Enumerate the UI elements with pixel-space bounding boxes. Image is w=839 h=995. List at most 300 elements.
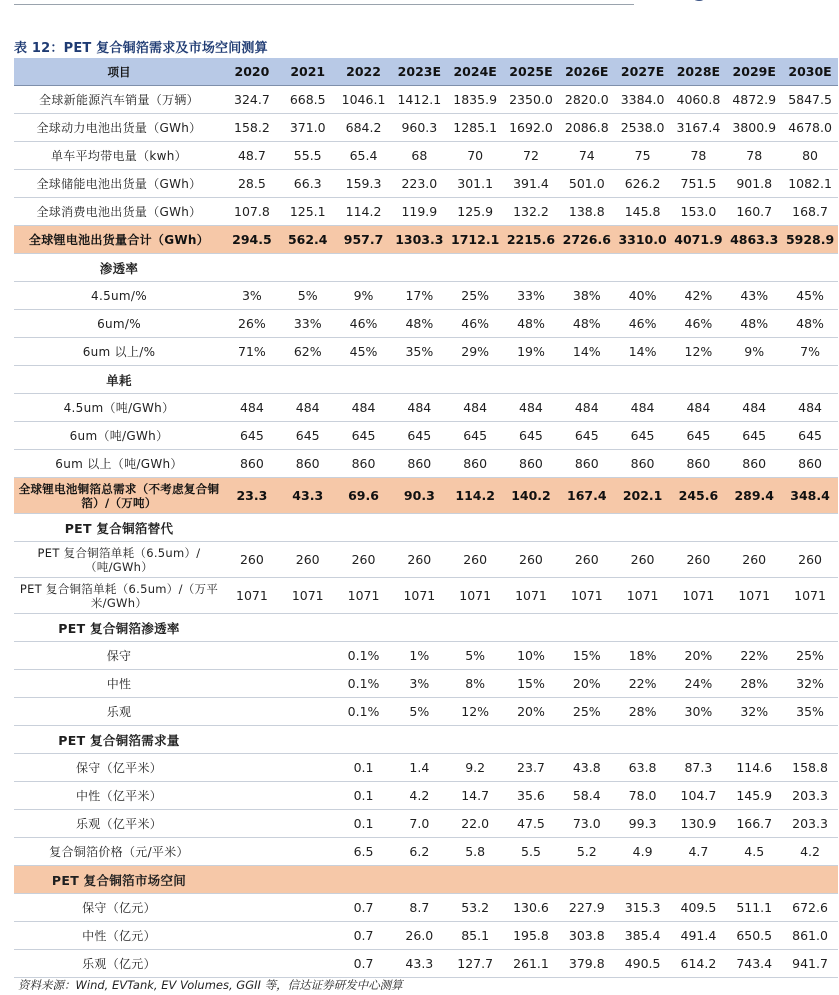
table-cell xyxy=(782,254,838,282)
table-cell: 43.3 xyxy=(391,950,447,978)
table-cell: 484 xyxy=(503,394,559,422)
table-cell: 46% xyxy=(447,310,503,338)
table-cell: 66.3 xyxy=(280,170,336,198)
table-row xyxy=(14,282,838,310)
table-cell: 38% xyxy=(559,282,615,310)
table-cell xyxy=(726,254,782,282)
table-cell: 1303.3 xyxy=(391,226,447,254)
table-cell: 4872.9 xyxy=(726,86,782,114)
table-cell: 2726.6 xyxy=(559,226,615,254)
table-cell: 301.1 xyxy=(447,170,503,198)
table-cell: 0.1 xyxy=(336,782,392,810)
table-cell: 960.3 xyxy=(391,114,447,142)
table-cell: 1071 xyxy=(671,578,727,614)
table-cell xyxy=(447,254,503,282)
table-cell: 203.3 xyxy=(782,782,838,810)
table-cell: 379.8 xyxy=(559,950,615,978)
table-cell: 159.3 xyxy=(336,170,392,198)
table-cell: 69.6 xyxy=(336,478,392,514)
table-row xyxy=(14,670,838,698)
table-cell xyxy=(559,366,615,394)
table-cell: 26% xyxy=(224,310,280,338)
table-cell: 8% xyxy=(447,670,503,698)
table-cell xyxy=(671,726,727,754)
table-cell xyxy=(615,366,671,394)
row-label: 保守（亿平米） xyxy=(14,754,224,782)
table-cell: 860 xyxy=(503,450,559,478)
table-row xyxy=(14,226,838,254)
table-cell: 20% xyxy=(503,698,559,726)
table-cell: 26.0 xyxy=(391,922,447,950)
table-cell: 23.7 xyxy=(503,754,559,782)
table-cell: 385.4 xyxy=(615,922,671,950)
row-label: PET 复合铜箔单耗（6.5um）/（吨/GWh） xyxy=(14,542,224,578)
table-row xyxy=(14,838,838,866)
column-header: 2027E xyxy=(615,58,671,86)
column-header: 2028E xyxy=(671,58,727,86)
table-cell: 90.3 xyxy=(391,478,447,514)
table-cell xyxy=(224,866,280,894)
column-header: 项目 xyxy=(14,58,224,86)
table-cell xyxy=(671,614,727,642)
table-cell: 58.4 xyxy=(559,782,615,810)
table-cell: 1082.1 xyxy=(782,170,838,198)
table-cell: 626.2 xyxy=(615,170,671,198)
table-cell: 85.1 xyxy=(447,922,503,950)
table-cell xyxy=(447,614,503,642)
table-cell xyxy=(615,514,671,542)
table-cell xyxy=(726,366,782,394)
row-label: PET 复合铜箔市场空间 xyxy=(14,866,224,894)
row-label: 全球动力电池出货量（GWh） xyxy=(14,114,224,142)
table-cell: 860 xyxy=(391,450,447,478)
table-cell: 48% xyxy=(391,310,447,338)
table-cell: 1835.9 xyxy=(447,86,503,114)
table-row xyxy=(14,578,838,614)
table-cell xyxy=(671,866,727,894)
table-row xyxy=(14,142,838,170)
table-cell: 119.9 xyxy=(391,198,447,226)
table-cell: 684.2 xyxy=(336,114,392,142)
table-cell xyxy=(447,726,503,754)
table-cell: 0.7 xyxy=(336,922,392,950)
table-cell: 1071 xyxy=(503,578,559,614)
row-label: 6um（吨/GWh） xyxy=(14,422,224,450)
table-cell: 5% xyxy=(391,698,447,726)
table-row xyxy=(14,514,838,542)
row-label: 单车平均带电量（kwh） xyxy=(14,142,224,170)
table-cell: 645 xyxy=(224,422,280,450)
table-cell: 114.6 xyxy=(726,754,782,782)
table-cell: 484 xyxy=(391,394,447,422)
table-cell xyxy=(280,894,336,922)
table-cell: 48% xyxy=(503,310,559,338)
row-label: 4.5um/% xyxy=(14,282,224,310)
table-cell: 160.7 xyxy=(726,198,782,226)
table-cell: 130.9 xyxy=(671,810,727,838)
table-cell: 260 xyxy=(391,542,447,578)
table-cell: 260 xyxy=(336,542,392,578)
table-cell: 138.8 xyxy=(559,198,615,226)
table-cell: 80 xyxy=(782,142,838,170)
table-cell: 127.7 xyxy=(447,950,503,978)
table-title: 表 12：PET 复合铜箔需求及市场空间测算 xyxy=(14,41,268,56)
table-cell: 484 xyxy=(671,394,727,422)
row-label: PET 复合铜箔需求量 xyxy=(14,726,224,754)
table-cell: 645 xyxy=(503,422,559,450)
table-cell xyxy=(224,838,280,866)
table-cell: 132.2 xyxy=(503,198,559,226)
row-label: 6um/% xyxy=(14,310,224,338)
table-cell xyxy=(559,866,615,894)
table-cell xyxy=(615,726,671,754)
table-cell: 2350.0 xyxy=(503,86,559,114)
table-cell: 260 xyxy=(503,542,559,578)
table-cell: 511.1 xyxy=(726,894,782,922)
table-cell: 28.5 xyxy=(224,170,280,198)
table-cell: 7.0 xyxy=(391,810,447,838)
table-cell: 43% xyxy=(726,282,782,310)
table-cell: 14.7 xyxy=(447,782,503,810)
table-cell: 29% xyxy=(447,338,503,366)
column-header: 2025E xyxy=(503,58,559,86)
table-cell: 1071 xyxy=(447,578,503,614)
table-cell: 315.3 xyxy=(615,894,671,922)
table-cell: 114.2 xyxy=(336,198,392,226)
table-cell: 45% xyxy=(336,338,392,366)
table-cell xyxy=(447,514,503,542)
table-cell: 62% xyxy=(280,338,336,366)
source-note: 资料来源：Wind, EVTank, EV Volumes, GGII 等，信达证券研发中心测算 xyxy=(18,978,403,992)
table-cell: 48.7 xyxy=(224,142,280,170)
table-cell: 5% xyxy=(280,282,336,310)
table-cell: 1412.1 xyxy=(391,86,447,114)
table-cell xyxy=(224,754,280,782)
column-header: 2021 xyxy=(280,58,336,86)
table-cell xyxy=(280,838,336,866)
table-cell: 42% xyxy=(671,282,727,310)
table-cell: 860 xyxy=(224,450,280,478)
table-cell: 35.6 xyxy=(503,782,559,810)
table-cell: 153.0 xyxy=(671,198,727,226)
table-row xyxy=(14,198,838,226)
table-cell: 78.0 xyxy=(615,782,671,810)
table-cell xyxy=(224,950,280,978)
table-cell: 294.5 xyxy=(224,226,280,254)
table-cell xyxy=(782,514,838,542)
table-cell xyxy=(726,614,782,642)
table-cell xyxy=(726,726,782,754)
table-cell xyxy=(336,366,392,394)
table-cell: 4.7 xyxy=(671,838,727,866)
table-cell: 1071 xyxy=(726,578,782,614)
table-cell: 3800.9 xyxy=(726,114,782,142)
table-cell: 78 xyxy=(671,142,727,170)
table-cell: 33% xyxy=(280,310,336,338)
table-cell: 901.8 xyxy=(726,170,782,198)
table-cell xyxy=(224,642,280,670)
table-cell xyxy=(726,866,782,894)
table-cell: 2820.0 xyxy=(559,86,615,114)
table-cell: 484 xyxy=(559,394,615,422)
table-cell xyxy=(224,254,280,282)
table-cell: 4.9 xyxy=(615,838,671,866)
table-cell: 17% xyxy=(391,282,447,310)
table-cell: 4.2 xyxy=(391,782,447,810)
table-cell: 30% xyxy=(671,698,727,726)
table-cell: 2215.6 xyxy=(503,226,559,254)
table-cell: 260 xyxy=(671,542,727,578)
table-cell xyxy=(336,614,392,642)
table-cell xyxy=(447,366,503,394)
table-cell: 645 xyxy=(280,422,336,450)
table-cell xyxy=(280,642,336,670)
table-cell: 0.1 xyxy=(336,810,392,838)
table-cell: 48% xyxy=(559,310,615,338)
table-cell xyxy=(671,254,727,282)
table-cell: 1071 xyxy=(615,578,671,614)
table-cell xyxy=(224,810,280,838)
table-cell: 65.4 xyxy=(336,142,392,170)
table-cell: 3167.4 xyxy=(671,114,727,142)
table-cell: 860 xyxy=(559,450,615,478)
table-cell: 1071 xyxy=(224,578,280,614)
table-cell xyxy=(447,866,503,894)
table-cell: 47.5 xyxy=(503,810,559,838)
table-cell: 107.8 xyxy=(224,198,280,226)
table-cell: 860 xyxy=(726,450,782,478)
table-cell xyxy=(503,254,559,282)
table-cell xyxy=(503,366,559,394)
table-cell: 1285.1 xyxy=(447,114,503,142)
table-cell: 22.0 xyxy=(447,810,503,838)
table-cell: 3310.0 xyxy=(615,226,671,254)
table-cell xyxy=(224,670,280,698)
table-cell xyxy=(391,726,447,754)
table-cell: 33% xyxy=(503,282,559,310)
table-cell: 614.2 xyxy=(671,950,727,978)
table-cell: 48% xyxy=(782,310,838,338)
table-header-row xyxy=(14,58,838,86)
row-label: PET 复合铜箔单耗（6.5um）/（万平米/GWh） xyxy=(14,578,224,614)
table-cell xyxy=(280,254,336,282)
table-cell: 650.5 xyxy=(726,922,782,950)
table-row xyxy=(14,114,838,142)
table-cell xyxy=(503,726,559,754)
table-cell: 860 xyxy=(782,450,838,478)
table-cell: 20% xyxy=(671,642,727,670)
table-cell: 104.7 xyxy=(671,782,727,810)
column-header: 2023E xyxy=(391,58,447,86)
table-cell: 125.1 xyxy=(280,198,336,226)
table-row xyxy=(14,698,838,726)
table-cell xyxy=(280,670,336,698)
table-cell: 203.3 xyxy=(782,810,838,838)
table-cell: 743.4 xyxy=(726,950,782,978)
table-cell: 490.5 xyxy=(615,950,671,978)
table-cell: 6.2 xyxy=(391,838,447,866)
table-cell: 4071.9 xyxy=(671,226,727,254)
table-cell: 2086.8 xyxy=(559,114,615,142)
table-cell xyxy=(559,726,615,754)
row-label: 渗透率 xyxy=(14,254,224,282)
table-row xyxy=(14,810,838,838)
row-label: 乐观 xyxy=(14,698,224,726)
table-cell xyxy=(671,366,727,394)
table-cell: 43.3 xyxy=(280,478,336,514)
brand-logo-icon xyxy=(686,0,726,4)
row-label: 全球新能源汽车销量（万辆） xyxy=(14,86,224,114)
column-header: 2020 xyxy=(224,58,280,86)
table-cell: 18% xyxy=(615,642,671,670)
table-cell: 72 xyxy=(503,142,559,170)
row-label: 保守（亿元） xyxy=(14,894,224,922)
column-header: 2030E xyxy=(782,58,838,86)
table-cell: 303.8 xyxy=(559,922,615,950)
table-cell: 71% xyxy=(224,338,280,366)
table-row xyxy=(14,950,838,978)
table-cell: 55.5 xyxy=(280,142,336,170)
table-row xyxy=(14,726,838,754)
table-cell: 23.3 xyxy=(224,478,280,514)
row-label: 中性（亿元） xyxy=(14,922,224,950)
table-row xyxy=(14,338,838,366)
table-cell: 158.2 xyxy=(224,114,280,142)
row-label: 中性（亿平米） xyxy=(14,782,224,810)
table-cell: 260 xyxy=(280,542,336,578)
table-cell: 15% xyxy=(503,670,559,698)
table-cell xyxy=(615,254,671,282)
table-cell: 140.2 xyxy=(503,478,559,514)
table-cell: 75 xyxy=(615,142,671,170)
table-cell: 4.5 xyxy=(726,838,782,866)
table-cell: 260 xyxy=(726,542,782,578)
table-cell xyxy=(391,614,447,642)
table-cell: 1712.1 xyxy=(447,226,503,254)
table-row xyxy=(14,86,838,114)
table-cell xyxy=(280,726,336,754)
table-cell: 166.7 xyxy=(726,810,782,838)
table-cell: 32% xyxy=(782,670,838,698)
row-label: 全球消费电池出货量（GWh） xyxy=(14,198,224,226)
table-cell: 672.6 xyxy=(782,894,838,922)
table-cell: 14% xyxy=(615,338,671,366)
table-cell: 78 xyxy=(726,142,782,170)
table-cell: 861.0 xyxy=(782,922,838,950)
table-cell: 645 xyxy=(726,422,782,450)
table-cell xyxy=(391,866,447,894)
table-cell: 9% xyxy=(726,338,782,366)
table-cell: 260 xyxy=(559,542,615,578)
table-cell xyxy=(224,922,280,950)
table-cell: 48% xyxy=(726,310,782,338)
table-cell: 5% xyxy=(447,642,503,670)
table-cell: 491.4 xyxy=(671,922,727,950)
table-cell: 484 xyxy=(280,394,336,422)
table-cell: 22% xyxy=(615,670,671,698)
table-cell: 1071 xyxy=(391,578,447,614)
table-cell xyxy=(559,614,615,642)
table-cell: 167.4 xyxy=(559,478,615,514)
table-cell: 10% xyxy=(503,642,559,670)
table-cell: 4863.3 xyxy=(726,226,782,254)
table-cell: 645 xyxy=(671,422,727,450)
table-cell: 28% xyxy=(615,698,671,726)
table-cell xyxy=(280,950,336,978)
table-cell: 1692.0 xyxy=(503,114,559,142)
table-cell xyxy=(391,514,447,542)
table-cell: 1046.1 xyxy=(336,86,392,114)
table-row xyxy=(14,254,838,282)
table-cell: 5928.9 xyxy=(782,226,838,254)
table-cell: 371.0 xyxy=(280,114,336,142)
table-cell: 1071 xyxy=(280,578,336,614)
table-cell xyxy=(336,726,392,754)
table-cell: 860 xyxy=(447,450,503,478)
table-cell: 24% xyxy=(671,670,727,698)
data-table xyxy=(14,58,838,978)
table-cell: 68 xyxy=(391,142,447,170)
table-cell: 28% xyxy=(726,670,782,698)
table-cell: 5847.5 xyxy=(782,86,838,114)
table-cell xyxy=(503,614,559,642)
table-cell: 73.0 xyxy=(559,810,615,838)
table-cell: 53.2 xyxy=(447,894,503,922)
table-cell: 957.7 xyxy=(336,226,392,254)
table-cell: 260 xyxy=(224,542,280,578)
table-cell: 484 xyxy=(615,394,671,422)
table-row xyxy=(14,922,838,950)
table-cell xyxy=(224,782,280,810)
table-cell: 260 xyxy=(447,542,503,578)
table-cell: 645 xyxy=(615,422,671,450)
row-label: 6um 以上/% xyxy=(14,338,224,366)
table-cell xyxy=(615,614,671,642)
table-cell: 46% xyxy=(671,310,727,338)
table-cell xyxy=(280,366,336,394)
table-cell xyxy=(280,810,336,838)
table-cell xyxy=(280,754,336,782)
table-cell: 45% xyxy=(782,282,838,310)
row-label: 乐观（亿平米） xyxy=(14,810,224,838)
row-label: 6um 以上（吨/GWh） xyxy=(14,450,224,478)
table-cell: 645 xyxy=(447,422,503,450)
table-cell: 245.6 xyxy=(671,478,727,514)
table-cell: 99.3 xyxy=(615,810,671,838)
table-cell xyxy=(391,254,447,282)
table-cell: 158.8 xyxy=(782,754,838,782)
table-cell xyxy=(503,514,559,542)
table-row xyxy=(14,614,838,642)
table-row xyxy=(14,310,838,338)
table-row xyxy=(14,754,838,782)
table-cell xyxy=(503,866,559,894)
table-cell: 87.3 xyxy=(671,754,727,782)
table-cell: 484 xyxy=(726,394,782,422)
table-cell: 5.5 xyxy=(503,838,559,866)
table-cell xyxy=(336,866,392,894)
table-row xyxy=(14,782,838,810)
table-cell: 348.4 xyxy=(782,478,838,514)
table-cell xyxy=(782,726,838,754)
table-cell: 860 xyxy=(615,450,671,478)
table-cell: 645 xyxy=(336,422,392,450)
column-header: 2024E xyxy=(447,58,503,86)
table-cell: 0.1% xyxy=(336,698,392,726)
top-rule xyxy=(14,4,634,5)
table-cell: 14% xyxy=(559,338,615,366)
table-cell: 223.0 xyxy=(391,170,447,198)
